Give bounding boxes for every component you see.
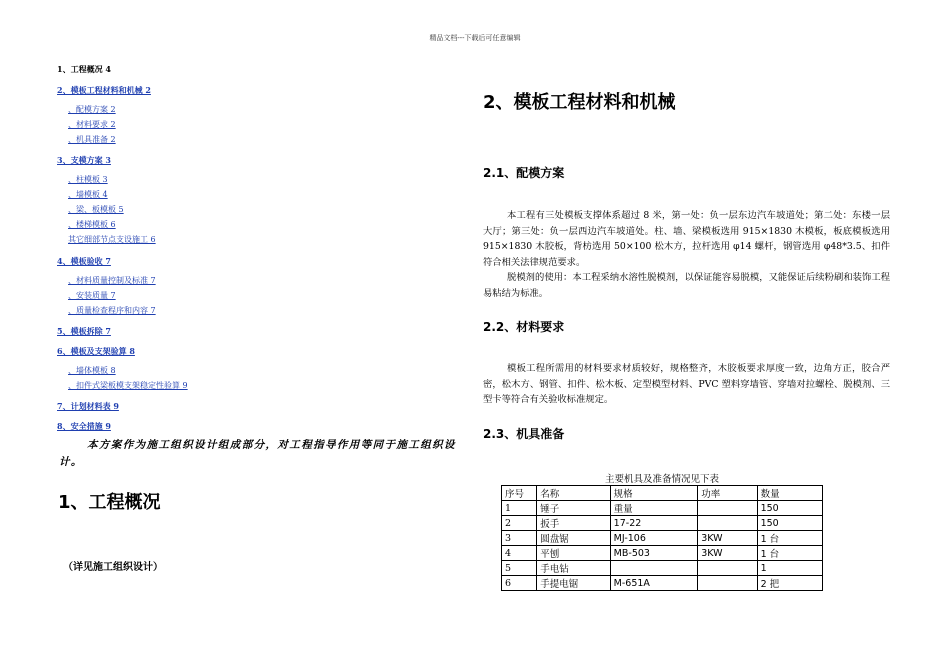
toc-entry-section[interactable]: 、安装质量 7: [68, 291, 116, 300]
header-cell-quantity: 数量: [757, 486, 822, 501]
header-cell-spec: 规格: [610, 486, 698, 501]
subsection-2-1-title: 2.1、配模方案: [483, 166, 565, 180]
table-row: [502, 576, 823, 591]
cell-spec: M-651A: [610, 576, 698, 591]
cell-power: [698, 501, 757, 516]
toc-entry-section[interactable]: 、楼梯模板 6: [68, 220, 116, 229]
cell-power: [698, 576, 757, 591]
cell-name: 锤子: [537, 501, 610, 516]
cell-spec: [610, 561, 698, 576]
subsection-2-1-paragraph-1: 本工程有三处模板支撑体系超过 8 米，第一处：负一层东边汽车坡道处；第二处：东楼一层大厅；第三处：负一层西边汽车坡道处。柱、墙、梁模板选用 915×1830 木模板，板底模板选用 915×1830 木胶板，背枋选用 50×100 松木方，拉杆选用 φ14 螺杆，钢管选用 φ48*3.5、扣件符合相关法律规范要求。: [483, 210, 890, 268]
cell-quantity: 1 台: [757, 531, 822, 546]
subsection-2-2-title: 2.2、材料要求: [483, 320, 565, 334]
toc-entry-section[interactable]: 、机具准备 2: [68, 135, 116, 144]
cell-quantity: 150: [757, 516, 822, 531]
cell-quantity: 1 台: [757, 546, 822, 561]
equipment-table-caption: 主要机具及准备情况见下表: [604, 474, 719, 485]
cell-spec: 重量: [610, 501, 698, 516]
cell-spec: MB-503: [610, 546, 698, 561]
toc-entry-chapter[interactable]: 8、安全措施 9: [57, 421, 111, 431]
section1-title: 1、工程概况: [58, 492, 161, 513]
toc-entry-section[interactable]: 、扣件式梁板模支架稳定性验算 9: [68, 381, 188, 390]
cell-spec: 17-22: [610, 516, 698, 531]
toc-entry-chapter[interactable]: 7、计划材料表 9: [57, 401, 119, 411]
table-row: [502, 546, 823, 561]
cell-name: 扳手: [537, 516, 610, 531]
cell-name: 平刨: [537, 546, 610, 561]
toc-entry-chapter[interactable]: 6、模板及支架验算 8: [57, 346, 135, 356]
table-row: [502, 561, 823, 576]
equipment-table-header-row: [502, 486, 823, 501]
cell-no: 5: [502, 561, 537, 576]
toc-entry-chapter[interactable]: 3、支模方案 3: [57, 155, 111, 165]
toc-entry-chapter[interactable]: 4、模板验收 7: [57, 256, 111, 266]
cell-quantity: 1: [757, 561, 822, 576]
subsection-2-1-paragraph-2: 脱模剂的使用：本工程采纳水溶性脱模剂，以保证能容易脱模，又能保证后续粉刷和装饰工程易粘结为标准。: [483, 272, 890, 299]
section1-note: （详见施工组织设计）: [63, 562, 163, 573]
cell-name: 手电钻: [537, 561, 610, 576]
intro-paragraph: 本方案作为施工组织设计组成部分，对工程指导作用等同于施工组织设计。: [59, 439, 456, 468]
toc-entry-section[interactable]: 、配模方案 2: [68, 105, 116, 114]
header-cell-power: 功率: [698, 486, 757, 501]
cell-power: [698, 516, 757, 531]
cell-no: 6: [502, 576, 537, 591]
cell-name: 手提电锯: [537, 576, 610, 591]
table-row: [502, 531, 823, 546]
table-row: [502, 501, 823, 516]
section2-title: 2、模板工程材料和机械: [483, 92, 676, 113]
cell-name: 圆盘锯: [537, 531, 610, 546]
subsection-2-2-paragraph: 模板工程所需用的材料要求材质较好，规格整齐，木胶板要求厚度一致，边角方正，胶合严密，松木方、钢管、扣件、松木板、定型模型材料、PVC 塑料穿墙管、穿墙对拉螺栓、脱模剂、三型卡等符合有关验收标准规定。: [483, 363, 890, 405]
cell-spec: MJ-106: [610, 531, 698, 546]
toc-entry-section[interactable]: 、墙模板 4: [68, 190, 108, 199]
toc-entry-chapter[interactable]: 5、模板拆除 7: [57, 326, 111, 336]
header-cell-name: 名称: [537, 486, 610, 501]
cell-no: 2: [502, 516, 537, 531]
toc-entry-section[interactable]: 、材料要求 2: [68, 120, 116, 129]
equipment-table: [501, 485, 823, 591]
cell-power: [698, 561, 757, 576]
toc-entry-section[interactable]: 、质量检查程序和内容 7: [68, 306, 156, 315]
page-header-note: 精品文档---下载后可任意编辑: [429, 34, 521, 42]
toc-entry-section[interactable]: 、材料质量控制及标准 7: [68, 276, 156, 285]
toc-entry-chapter[interactable]: 1、工程概况 4: [57, 64, 111, 74]
toc-entry-section[interactable]: 、墙体模板 8: [68, 366, 116, 375]
cell-no: 1: [502, 501, 537, 516]
cell-no: 4: [502, 546, 537, 561]
cell-power: 3KW: [698, 531, 757, 546]
toc-entry-section[interactable]: 、梁、板模板 5: [68, 205, 124, 214]
toc-entry-section[interactable]: 其它细部节点支设施工 6: [68, 235, 156, 244]
cell-no: 3: [502, 531, 537, 546]
toc-entry-chapter[interactable]: 2、模板工程材料和机械 2: [57, 85, 151, 95]
header-cell-no: 序号: [502, 486, 537, 501]
cell-power: 3KW: [698, 546, 757, 561]
toc-entry-section[interactable]: 、柱模板 3: [68, 175, 108, 184]
table-row: [502, 516, 823, 531]
cell-quantity: 2 把: [757, 576, 822, 591]
subsection-2-3-title: 2.3、机具准备: [483, 427, 565, 441]
cell-quantity: 150: [757, 501, 822, 516]
